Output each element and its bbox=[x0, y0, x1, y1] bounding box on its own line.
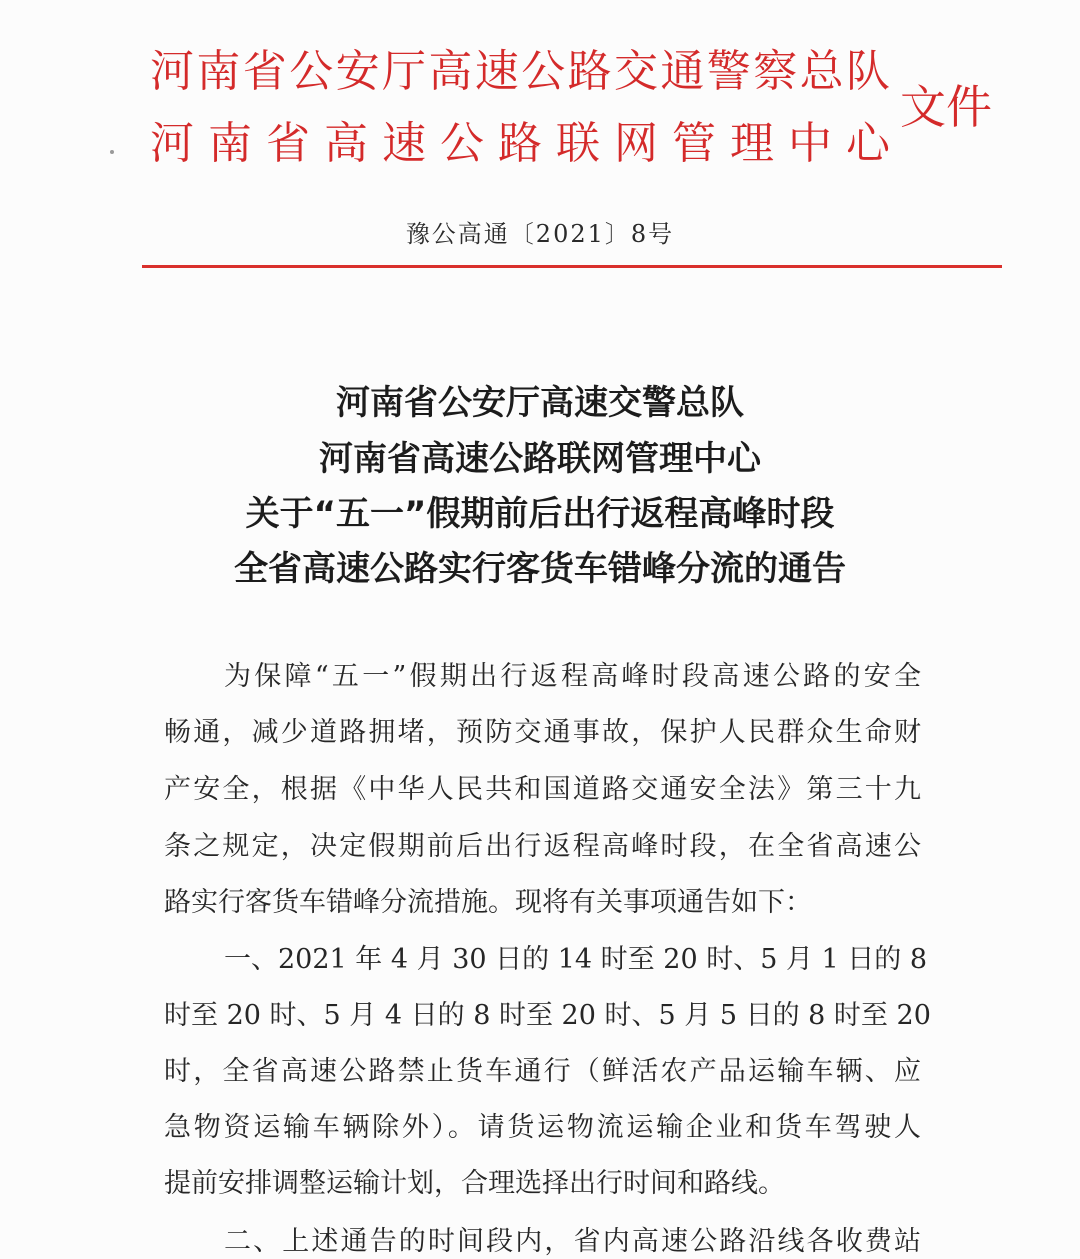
body-line: 条之规定，决定假期前后出行返程高峰时段，在全省高速公 bbox=[164, 831, 921, 862]
body-line: 急物资运输车辆除外）。请货运物流运输企业和货车驾驶人 bbox=[164, 1112, 921, 1143]
scan-speck bbox=[110, 150, 114, 154]
body-line: 提前安排调整运输计划，合理选择出行时间和路线。 bbox=[164, 1168, 785, 1199]
body-line: 时，全省高速公路禁止货车通行（鲜活农产品运输车辆、应 bbox=[164, 1056, 921, 1087]
document-number: 豫公高通〔2021〕8号 bbox=[405, 220, 675, 248]
body-line: 畅通，减少道路拥堵，预防交通事故，保护人民群众生命财 bbox=[164, 717, 921, 748]
red-divider bbox=[142, 265, 1002, 268]
document-word: 文件 bbox=[900, 80, 992, 134]
title-line-4: 全省高速公路实行客货车错峰分流的通告 bbox=[234, 549, 846, 589]
issuer-line-2: 河南省高速公路联网管理中心 bbox=[150, 118, 890, 169]
title-line-2: 河南省高速公路联网管理中心 bbox=[319, 439, 761, 479]
body-line: 一、2021 年 4 月 30 日的 14 时至 20 时、5 月 1 日的 8 bbox=[224, 944, 928, 975]
body-line: 产安全，根据《中华人民共和国道路交通安全法》第三十九 bbox=[164, 774, 921, 805]
body-line: 路实行客货车错峰分流措施。现将有关事项通告如下： bbox=[164, 887, 812, 918]
body-line: 为保障“五一”假期出行返程高峰时段高速公路的安全 bbox=[224, 661, 921, 692]
title-line-1: 河南省公安厅高速交警总队 bbox=[336, 383, 744, 423]
body-line: 时至 20 时、5 月 4 日的 8 时至 20 时、5 月 5 日的 8 时至 20 bbox=[164, 1000, 931, 1031]
body-line: 二、上述通告的时间段内，省内高速公路沿线各收费站 bbox=[224, 1226, 921, 1257]
issuer-line-1: 河南省公安厅高速公路交通警察总队 bbox=[150, 46, 890, 97]
title-line-3: 关于“五一”假期前后出行返程高峰时段 bbox=[245, 494, 835, 534]
